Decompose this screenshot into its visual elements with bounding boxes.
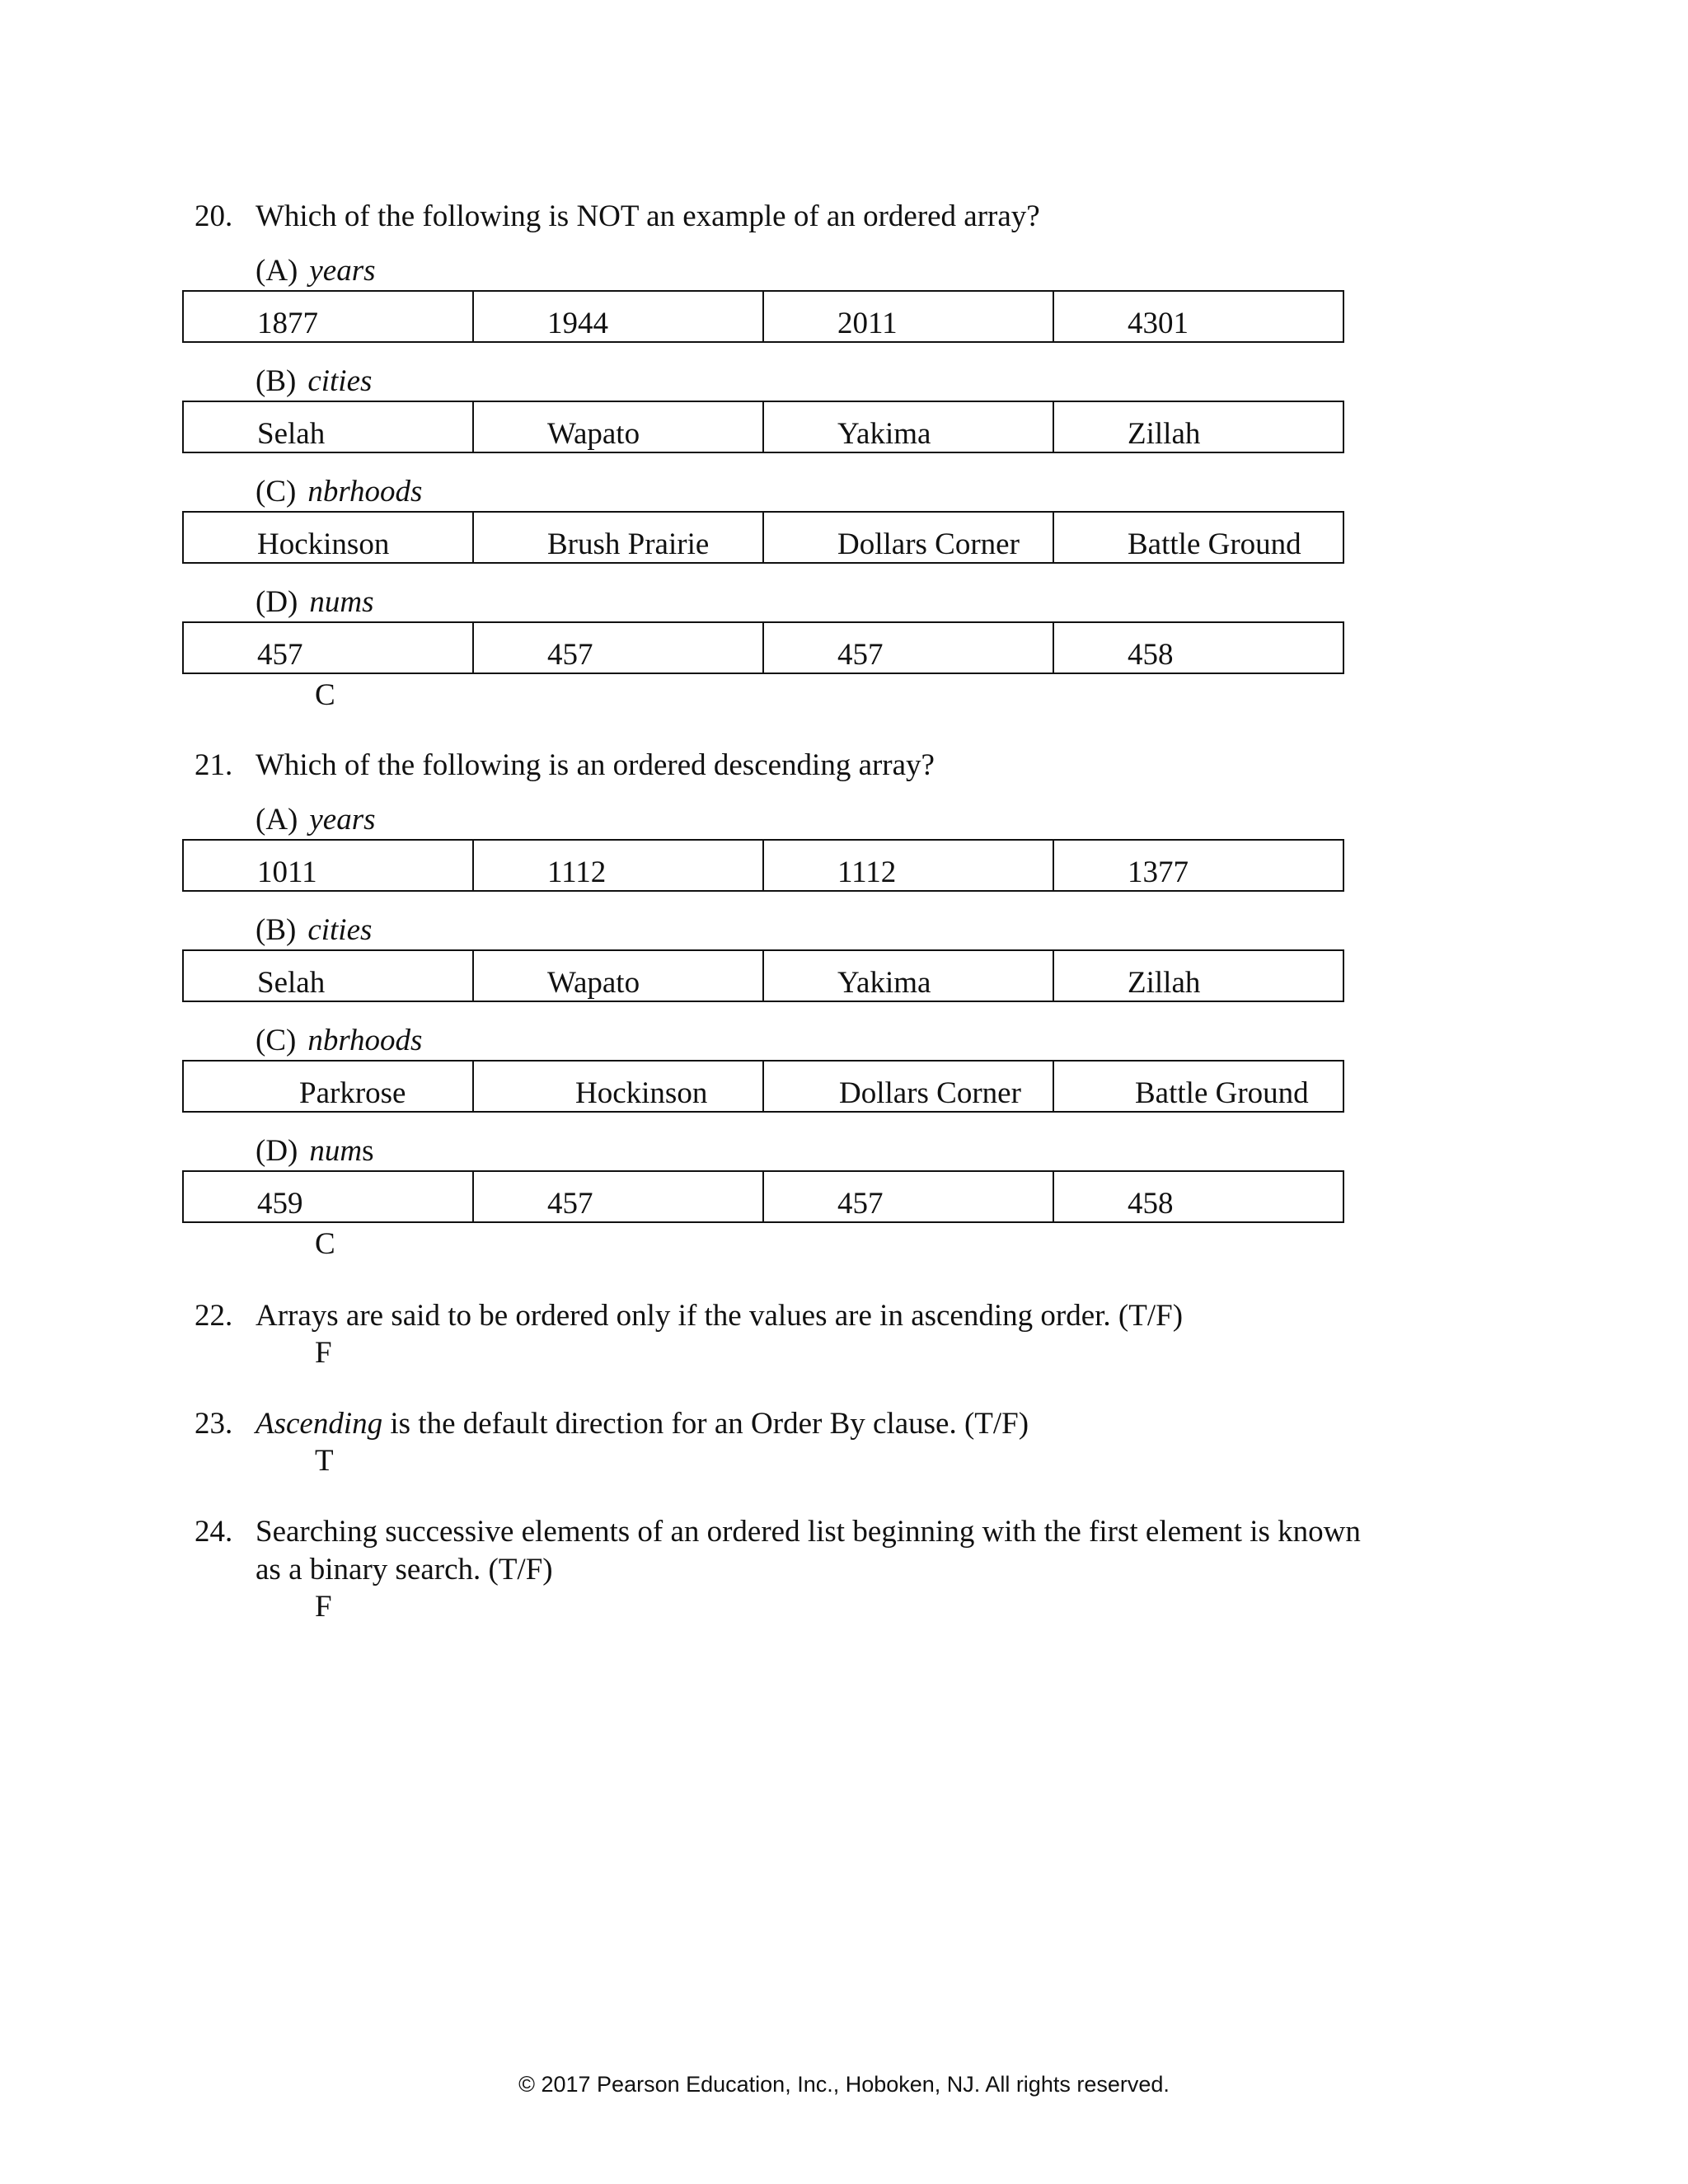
array-cell: 459 xyxy=(257,1187,303,1221)
q20-option-b-array xyxy=(182,401,1344,453)
array-cell: Dollars Corner xyxy=(762,513,1053,562)
question-text-line-2: as a binary search. (T/F) xyxy=(256,1553,553,1586)
q21-option-d-label: (D) nums xyxy=(256,1134,374,1168)
array-cell: 458 xyxy=(1053,1172,1343,1221)
question-number: 22. xyxy=(195,1299,233,1333)
array-cell: Battle Ground xyxy=(1053,513,1343,562)
q20-option-d-array xyxy=(182,621,1344,674)
array-cell: Wapato xyxy=(472,951,762,1001)
array-cell: Hockinson xyxy=(257,527,390,561)
array-cell: 2011 xyxy=(762,292,1053,341)
array-cell: Selah xyxy=(257,966,326,1000)
q20-answer: C xyxy=(315,678,335,712)
array-cell: 457 xyxy=(472,1172,762,1221)
question-text: Ascending is the default direction for an Order By clause. (T/F) xyxy=(256,1407,1029,1441)
array-cell: 1112 xyxy=(762,841,1053,890)
array-cell: Yakima xyxy=(762,951,1053,1001)
question-number: 20. xyxy=(195,199,233,233)
array-cell: Dollars Corner xyxy=(762,1062,1053,1111)
array-cell: Hockinson xyxy=(472,1062,762,1111)
q20-option-a-array xyxy=(182,290,1344,343)
array-cell: 4301 xyxy=(1053,292,1343,341)
array-cell: Brush Prairie xyxy=(472,513,762,562)
q20-option-c-array xyxy=(182,511,1344,564)
q21-option-b-array xyxy=(182,949,1344,1002)
array-cell: 1944 xyxy=(472,292,762,341)
q20-option-b-label: (B) cities xyxy=(256,364,373,398)
q20-option-a-label: (A) years xyxy=(256,254,376,288)
q20-option-d-label: (D) nums xyxy=(256,585,374,619)
array-cell: 1877 xyxy=(257,307,318,340)
question-text: Which of the following is an ordered descending array? xyxy=(256,748,935,782)
q21-option-c-label: (C) nbrhoods xyxy=(256,1024,423,1057)
q21-option-a-label: (A) years xyxy=(256,803,376,837)
q23-answer: T xyxy=(315,1444,334,1478)
q20-option-c-label: (C) nbrhoods xyxy=(256,475,423,509)
q21-option-a-array xyxy=(182,839,1344,892)
q24-answer: F xyxy=(315,1590,332,1624)
array-cell: Zillah xyxy=(1053,402,1343,452)
array-cell: Wapato xyxy=(472,402,762,452)
array-cell: 458 xyxy=(1053,623,1343,673)
question-number: 24. xyxy=(195,1515,233,1549)
question-text: Arrays are said to be ordered only if the values are in ascending order. (T/F) xyxy=(256,1299,1184,1333)
question-number: 23. xyxy=(195,1407,233,1441)
q21-option-d-array xyxy=(182,1170,1344,1223)
q21-option-b-label: (B) cities xyxy=(256,913,373,947)
array-cell: Selah xyxy=(257,417,326,451)
question-number: 21. xyxy=(195,748,233,782)
question-text: Which of the following is NOT an example of an ordered array? xyxy=(256,199,1040,233)
array-cell: 457 xyxy=(472,623,762,673)
array-cell: 457 xyxy=(762,1172,1053,1221)
array-cell: 457 xyxy=(762,623,1053,673)
array-cell: Battle Ground xyxy=(1053,1062,1343,1111)
array-cell: 1112 xyxy=(472,841,762,890)
array-cell: Yakima xyxy=(762,402,1053,452)
q21-option-c-array xyxy=(182,1060,1344,1113)
array-cell: Parkrose xyxy=(299,1076,406,1110)
array-cell: 457 xyxy=(257,638,303,672)
q22-answer: F xyxy=(315,1336,332,1370)
array-cell: 1377 xyxy=(1053,841,1343,890)
array-cell: 1011 xyxy=(257,855,317,889)
question-text-line-1: Searching successive elements of an ordered list beginning with the first element is known xyxy=(256,1515,1361,1549)
copyright-footer: © 2017 Pearson Education, Inc., Hoboken, NJ. All rights reserved. xyxy=(518,2072,1170,2097)
array-cell: Zillah xyxy=(1053,951,1343,1001)
q21-answer: C xyxy=(315,1227,335,1261)
